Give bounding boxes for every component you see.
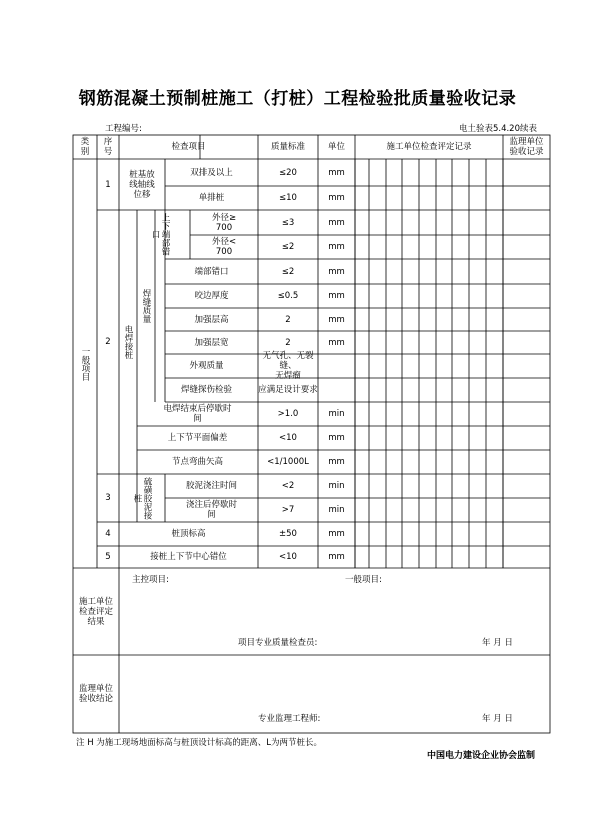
header-supervisor: 监理单位 验收记录 bbox=[509, 137, 544, 157]
quality-standard: <1/1000L bbox=[267, 457, 309, 467]
check-item: 外观质量 bbox=[189, 361, 224, 371]
header-records: 施工单位检查评定记录 bbox=[386, 142, 472, 152]
unit: mm bbox=[328, 337, 345, 348]
check-item: 接桩上下节中心错位 bbox=[150, 552, 227, 562]
header-seq: 序 号 bbox=[103, 137, 113, 157]
category-general: 一般项目 bbox=[80, 346, 90, 381]
project-no-label: 工程编号: bbox=[105, 124, 142, 134]
check-item: 胶泥浇注时间 bbox=[185, 481, 237, 491]
check-item: 双排及以上 bbox=[190, 167, 233, 178]
quality-standard: <10 bbox=[279, 552, 297, 562]
seq-number: 4 bbox=[105, 529, 111, 539]
check-item: 浇注后停歇时 间 bbox=[185, 500, 237, 520]
unit: mm bbox=[328, 529, 345, 539]
group-end-offset: 上下端部错口 bbox=[150, 213, 170, 256]
check-item: 加强层宽 bbox=[194, 337, 229, 348]
unit bbox=[318, 378, 355, 402]
check-item: 加强层高 bbox=[194, 314, 229, 325]
header-standard: 质量标准 bbox=[270, 142, 305, 152]
engineer-label: 专业监理工程师: bbox=[258, 714, 321, 724]
seq-number: 3 bbox=[105, 493, 111, 503]
group-axis-offset: 桩基放 线轴线 位移 bbox=[129, 169, 155, 200]
main-items-label: 主控项目: bbox=[132, 575, 169, 585]
header-category: 类 别 bbox=[80, 137, 90, 157]
construction-date: 年 月 日 bbox=[482, 638, 513, 648]
group-electric-weld: 电焊接桩 bbox=[123, 325, 133, 359]
seq-number: 1 bbox=[105, 179, 111, 190]
check-item: 桩顶标高 bbox=[171, 529, 206, 539]
quality-standard: ≤3 bbox=[281, 217, 295, 228]
unit: mm bbox=[328, 193, 345, 203]
unit: mm bbox=[328, 167, 345, 178]
quality-standard: >1.0 bbox=[277, 409, 299, 419]
form-number: 电土验表5.4.20续表 bbox=[458, 124, 537, 134]
quality-standard: ≤20 bbox=[279, 167, 297, 178]
seq-number: 2 bbox=[105, 337, 111, 347]
quality-standard: >7 bbox=[281, 505, 295, 515]
quality-standard: 2 bbox=[285, 337, 291, 348]
check-item: 端部错口 bbox=[194, 266, 229, 277]
quality-standard: ≤2 bbox=[281, 266, 295, 277]
inspector-label: 项目专业质量检查员: bbox=[238, 638, 318, 648]
issuing-organization: 中国电力建设企业协会监制 bbox=[426, 751, 535, 761]
quality-standard: 2 bbox=[285, 314, 291, 325]
unit: mm bbox=[328, 314, 345, 325]
check-item: 上下节平面偏差 bbox=[167, 433, 228, 443]
unit: mm bbox=[328, 457, 345, 467]
quality-standard: <2 bbox=[281, 481, 295, 491]
unit: min bbox=[328, 505, 345, 515]
quality-standard: 应满足设计要求 bbox=[258, 385, 318, 395]
page-title: 钢筋混凝土预制桩施工（打桩）工程检验批质量验收记录 bbox=[78, 89, 517, 109]
check-item: 焊缝探伤检验 bbox=[180, 385, 232, 395]
check-item: 咬边厚度 bbox=[194, 291, 229, 301]
group-sulfur-mortar: 硫磺胶泥接桩 bbox=[132, 476, 152, 520]
construction-result-label: 施工单位 检查评定 结果 bbox=[78, 596, 113, 627]
unit: mm bbox=[328, 217, 345, 228]
quality-standard: ≤2 bbox=[281, 242, 295, 252]
unit bbox=[318, 354, 355, 378]
quality-standard: ±50 bbox=[279, 529, 297, 539]
header-item: 检查项目 bbox=[171, 142, 206, 152]
quality-standard: 无气孔、无裂缝、 无焊瘤 bbox=[262, 351, 314, 381]
footnote: 注 H 为施工现场地面标高与桩顶设计标高的距离、L为两节桩长。 bbox=[76, 738, 323, 748]
seq-number: 5 bbox=[105, 552, 111, 562]
unit: min bbox=[328, 481, 345, 491]
unit: mm bbox=[328, 242, 345, 252]
general-items-label: 一般项目: bbox=[345, 575, 382, 585]
check-item: 外径< 700 bbox=[211, 237, 237, 257]
unit: min bbox=[328, 409, 345, 419]
check-item: 单排桩 bbox=[198, 193, 225, 203]
supervision-conclusion-label: 监理单位 验收结论 bbox=[78, 684, 113, 704]
quality-standard: ≤0.5 bbox=[277, 291, 299, 301]
unit: mm bbox=[328, 291, 345, 301]
unit: mm bbox=[328, 266, 345, 277]
header-unit: 单位 bbox=[327, 142, 345, 152]
check-item: 节点弯曲矢高 bbox=[171, 457, 223, 467]
check-item: 外径≥ 700 bbox=[211, 212, 237, 233]
unit: mm bbox=[328, 433, 345, 443]
unit: mm bbox=[328, 552, 345, 562]
quality-standard: ≤10 bbox=[279, 193, 297, 203]
check-item: 电焊结束后停歇时 间 bbox=[163, 404, 232, 424]
group-weld-quality: 焊缝质量 bbox=[141, 289, 151, 323]
quality-standard: <10 bbox=[279, 433, 297, 443]
supervision-date: 年 月 日 bbox=[482, 714, 513, 724]
